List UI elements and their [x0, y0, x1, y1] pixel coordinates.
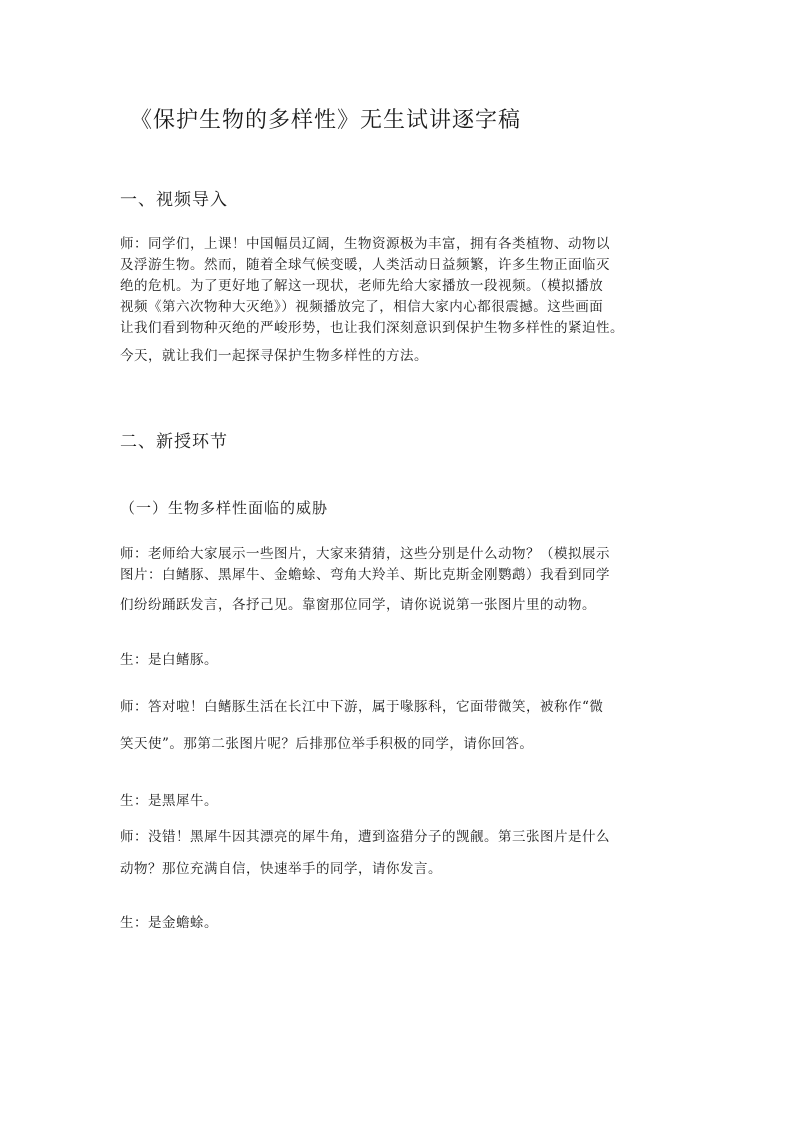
- paragraph-student-2: [120, 791, 690, 812]
- paragraph-line: 们纷纷踊跃发言，各抒己见。靠窗那位同学，请你说说第一张图片里的动物。: [120, 597, 596, 613]
- paragraph-line: 图片：白鳍豚、黑犀牛、金蟾蜍、弯角大羚羊、斯比克斯金刚鹦鹉）我看到同学: [120, 567, 610, 583]
- paragraph-line: 生：是白鳍豚。: [120, 652, 218, 668]
- paragraph-line: 让我们看到物种灭绝的严峻形势，也让我们深刻意识到保护生物多样性的紧迫性。: [120, 320, 624, 336]
- paragraph-teacher-2: [120, 697, 690, 755]
- paragraph-line: 动物？那位充满自信，快速举手的同学，请你发言。: [120, 861, 442, 877]
- paragraph-line: 视频《第六次物种大灭绝》）视频播放完了，相信大家内心都很震撼。这些画面: [120, 299, 604, 315]
- paragraph-line: 及浮游生物。然而，随着全球气候变暖，人类活动日益频繁，许多生物正面临灭: [120, 257, 610, 273]
- section-heading-new-lesson: 二、新授环节: [120, 432, 228, 452]
- paragraph-teacher-3: [120, 827, 690, 880]
- paragraph-line: 绝的危机。为了更好地了解这一现状，老师先给大家播放一段视频。（模拟播放: [120, 278, 604, 294]
- paragraph-line: 笑天使”。那第二张图片呢？后排那位举手积极的同学，请你回答。: [120, 736, 534, 752]
- paragraph-student-1: [120, 650, 690, 671]
- paragraph-line: 师：同学们，上课！中国幅员辽阔，生物资源极为丰富，拥有各类植物、动物以: [120, 236, 610, 252]
- paragraph-line: 生：是黑犀牛。: [120, 793, 218, 809]
- paragraph-line: 师：答对啦！白鳍豚生活在长江中下游，属于喙豚科，它面带微笑，被称作“微: [120, 699, 604, 715]
- paragraph-line: 生：是金蟾蜍。: [120, 915, 218, 931]
- section-heading-video-intro: 一、视频导入: [120, 190, 228, 210]
- paragraph-intro: [120, 234, 690, 367]
- paragraph-line: 师：老师给大家展示一些图片，大家来猜猜，这些分别是什么动物？（模拟展示: [120, 546, 610, 562]
- document-title: 《保护生物的多样性》无生试讲逐字稿: [130, 108, 522, 133]
- paragraph-student-3: [120, 913, 690, 934]
- subsection-heading-threats: （一）生物多样性面临的威胁: [120, 499, 329, 517]
- paragraph-line: 师：没错！黑犀牛因其漂亮的犀牛角，遭到盗猎分子的觊觎。第三张图片是什么: [120, 829, 610, 845]
- paragraph-teacher-1: [120, 544, 690, 616]
- paragraph-line: 今天，就让我们一起探寻保护生物多样性的方法。: [120, 348, 428, 364]
